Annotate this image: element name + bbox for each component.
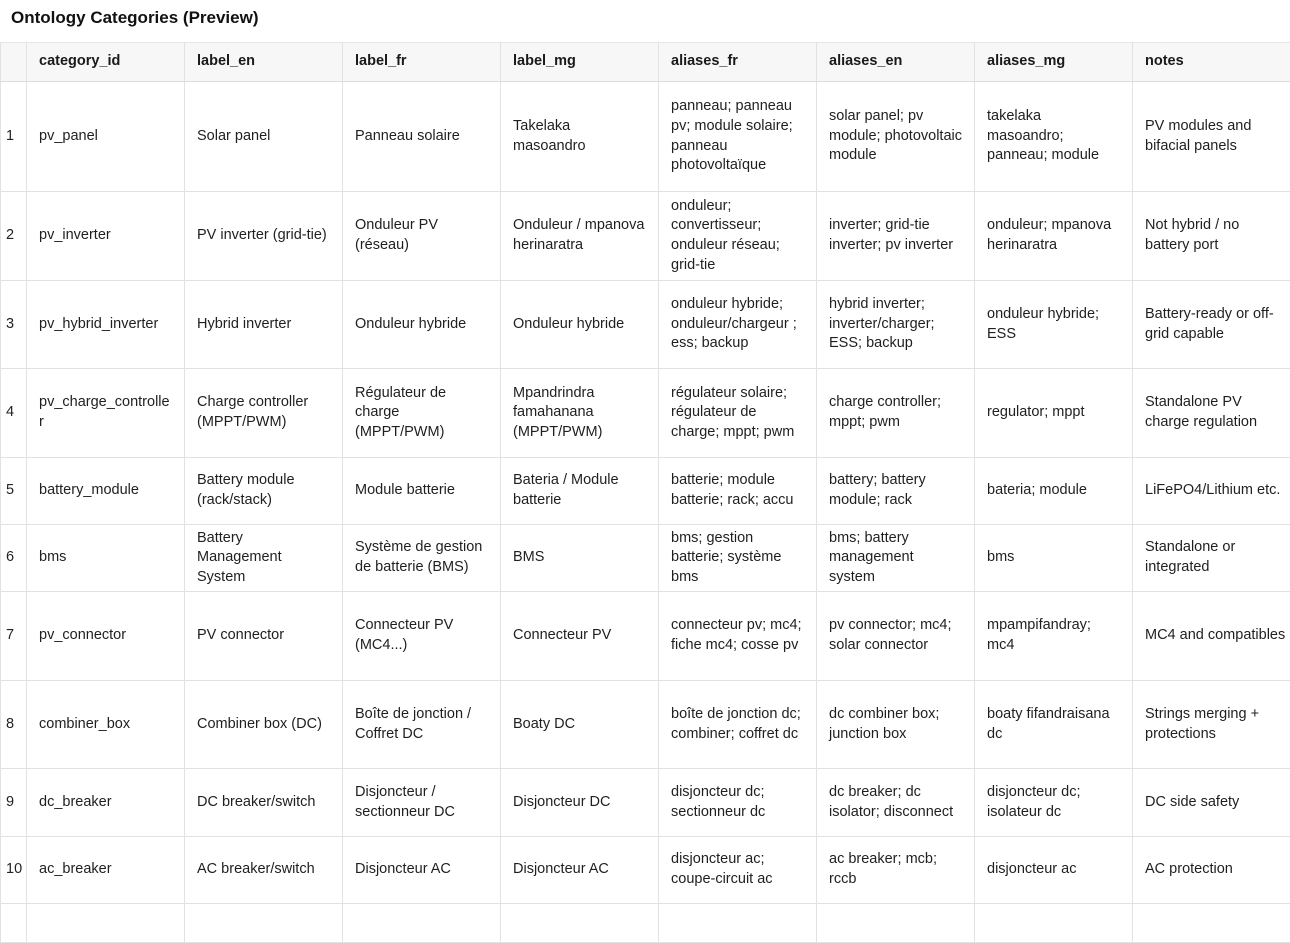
cell-aliases-en[interactable]: solar panel; pv module; photovoltaic module — [817, 82, 975, 192]
cell-category-id[interactable]: battery_module — [27, 458, 185, 525]
cell-label-fr[interactable]: Régulateur de charge (MPPT/PWM) — [343, 369, 501, 458]
cell-aliases-en[interactable]: hybrid inverter; inverter/charger; ESS; backup — [817, 281, 975, 369]
cell-aliases-mg[interactable]: bateria; module — [975, 458, 1133, 525]
cell-aliases-fr[interactable]: régulateur solaire; régulateur de charge; mppt; pwm — [659, 369, 817, 458]
empty-cell — [817, 904, 975, 943]
cell-notes[interactable]: DC side safety — [1133, 769, 1290, 837]
table-row[interactable] — [1, 525, 1290, 592]
cell-label-en[interactable]: DC breaker/switch — [185, 769, 343, 837]
cell-category-id[interactable]: bms — [27, 525, 185, 592]
table-row[interactable] — [1, 458, 1290, 525]
cell-notes[interactable]: MC4 and compatibles — [1133, 592, 1290, 681]
table-row[interactable] — [1, 592, 1290, 681]
row-index-cell: 3 — [1, 281, 27, 369]
cell-label-mg[interactable]: Connecteur PV — [501, 592, 659, 681]
cell-notes[interactable]: Battery-ready or off-grid capable — [1133, 281, 1290, 369]
cell-label-mg[interactable]: BMS — [501, 525, 659, 592]
empty-cell — [343, 904, 501, 943]
cell-label-en[interactable]: Combiner box (DC) — [185, 681, 343, 769]
row-index-cell: 7 — [1, 592, 27, 681]
row-index-cell: 4 — [1, 369, 27, 458]
table-body — [1, 82, 1290, 943]
column-header-label-fr[interactable]: label_fr — [343, 43, 501, 82]
cell-aliases-fr[interactable]: disjoncteur ac; coupe-circuit ac — [659, 837, 817, 904]
table-row[interactable] — [1, 369, 1290, 458]
cell-aliases-en[interactable]: battery; battery module; rack — [817, 458, 975, 525]
cell-category-id[interactable]: pv_inverter — [27, 192, 185, 281]
cell-category-id[interactable]: pv_connector — [27, 592, 185, 681]
cell-label-en[interactable]: Hybrid inverter — [185, 281, 343, 369]
cell-aliases-en[interactable]: bms; battery management system — [817, 525, 975, 592]
cell-aliases-mg[interactable]: regulator; mppt — [975, 369, 1133, 458]
column-header-label-mg[interactable]: label_mg — [501, 43, 659, 82]
row-index-cell: 5 — [1, 458, 27, 525]
empty-row — [1, 904, 1290, 943]
cell-aliases-mg[interactable]: disjoncteur dc; isolateur dc — [975, 769, 1133, 837]
cell-category-id[interactable]: pv_charge_controller — [27, 369, 185, 458]
cell-notes[interactable]: Standalone PV charge regulation — [1133, 369, 1290, 458]
cell-notes[interactable]: Strings merging + protections — [1133, 681, 1290, 769]
table-row[interactable] — [1, 192, 1290, 281]
cell-label-en[interactable]: Solar panel — [185, 82, 343, 192]
cell-label-fr[interactable]: Disjoncteur AC — [343, 837, 501, 904]
cell-label-fr[interactable]: Disjoncteur / sectionneur DC — [343, 769, 501, 837]
cell-label-mg[interactable]: Boaty DC — [501, 681, 659, 769]
cell-aliases-fr[interactable]: disjoncteur dc; sectionneur dc — [659, 769, 817, 837]
cell-aliases-en[interactable]: pv connector; mc4; solar connector — [817, 592, 975, 681]
cell-label-fr[interactable]: Module batterie — [343, 458, 501, 525]
row-index-cell: 1 — [1, 82, 27, 192]
column-header-aliases-fr[interactable]: aliases_fr — [659, 43, 817, 82]
cell-label-fr[interactable]: Onduleur PV (réseau) — [343, 192, 501, 281]
column-header-category-id[interactable]: category_id — [27, 43, 185, 82]
ontology-table — [0, 42, 1290, 943]
cell-aliases-fr[interactable]: bms; gestion batterie; système bms — [659, 525, 817, 592]
cell-aliases-en[interactable]: ac breaker; mcb; rccb — [817, 837, 975, 904]
column-header-notes[interactable]: notes — [1133, 43, 1290, 82]
cell-label-en[interactable]: PV connector — [185, 592, 343, 681]
cell-label-fr[interactable]: Panneau solaire — [343, 82, 501, 192]
cell-label-en[interactable]: AC breaker/switch — [185, 837, 343, 904]
empty-cell — [501, 904, 659, 943]
cell-aliases-mg[interactable]: boaty fifandraisana dc — [975, 681, 1133, 769]
cell-label-mg[interactable]: Disjoncteur AC — [501, 837, 659, 904]
cell-aliases-fr[interactable]: batterie; module batterie; rack; accu — [659, 458, 817, 525]
cell-category-id[interactable]: combiner_box — [27, 681, 185, 769]
table-row[interactable] — [1, 82, 1290, 192]
cell-aliases-en[interactable]: dc breaker; dc isolator; disconnect — [817, 769, 975, 837]
cell-label-fr[interactable]: Connecteur PV (MC4...) — [343, 592, 501, 681]
cell-label-en[interactable]: PV inverter (grid-tie) — [185, 192, 343, 281]
header-row — [1, 43, 1290, 82]
table-row[interactable] — [1, 837, 1290, 904]
cell-label-mg[interactable]: Takelaka masoandro — [501, 82, 659, 192]
cell-label-en[interactable]: Battery Management System — [185, 525, 343, 592]
cell-aliases-mg[interactable]: onduleur; mpanova herinaratra — [975, 192, 1133, 281]
cell-category-id[interactable]: pv_panel — [27, 82, 185, 192]
cell-aliases-fr[interactable]: connecteur pv; mc4; fiche mc4; cosse pv — [659, 592, 817, 681]
row-index-cell: 8 — [1, 681, 27, 769]
header-bar — [0, 0, 1290, 42]
empty-cell — [1, 904, 27, 943]
table-row[interactable] — [1, 281, 1290, 369]
row-index-cell: 2 — [1, 192, 27, 281]
cell-notes[interactable]: AC protection — [1133, 837, 1290, 904]
cell-label-mg[interactable]: Bateria / Module batterie — [501, 458, 659, 525]
empty-cell — [1133, 904, 1290, 943]
cell-notes[interactable]: LiFePO4/Lithium etc. — [1133, 458, 1290, 525]
empty-cell — [659, 904, 817, 943]
cell-category-id[interactable]: ac_breaker — [27, 837, 185, 904]
column-header-aliases-en[interactable]: aliases_en — [817, 43, 975, 82]
cell-aliases-fr[interactable]: onduleur; convertisseur; onduleur réseau; grid-tie — [659, 192, 817, 281]
cell-label-mg[interactable]: Onduleur hybride — [501, 281, 659, 369]
cell-aliases-mg[interactable]: disjoncteur ac — [975, 837, 1133, 904]
cell-label-mg[interactable]: Disjoncteur DC — [501, 769, 659, 837]
empty-cell — [27, 904, 185, 943]
column-header-index[interactable] — [1, 43, 27, 82]
column-header-aliases-mg[interactable]: aliases_mg — [975, 43, 1133, 82]
cell-label-fr[interactable]: Boîte de jonction / Coffret DC — [343, 681, 501, 769]
cell-aliases-fr[interactable]: panneau; panneau pv; module solaire; panneau photovoltaïque — [659, 82, 817, 192]
cell-notes[interactable]: Standalone or integrated — [1133, 525, 1290, 592]
cell-label-en[interactable]: Charge controller (MPPT/PWM) — [185, 369, 343, 458]
cell-label-fr[interactable]: Système de gestion de batterie (BMS) — [343, 525, 501, 592]
cell-label-mg[interactable]: Onduleur / mpanova herinaratra — [501, 192, 659, 281]
cell-aliases-en[interactable]: dc combiner box; junction box — [817, 681, 975, 769]
cell-aliases-fr[interactable]: boîte de jonction dc; combiner; coffret dc — [659, 681, 817, 769]
cell-aliases-fr[interactable]: onduleur hybride; onduleur/chargeur ; ess; backup — [659, 281, 817, 369]
table-row[interactable] — [1, 769, 1290, 837]
cell-aliases-mg[interactable]: onduleur hybride; ESS — [975, 281, 1133, 369]
row-index-cell: 9 — [1, 769, 27, 837]
cell-aliases-mg[interactable]: takelaka masoandro; panneau; module — [975, 82, 1133, 192]
row-index-cell: 10 — [1, 837, 27, 904]
empty-cell — [975, 904, 1133, 943]
cell-notes[interactable]: PV modules and bifacial panels — [1133, 82, 1290, 192]
cell-aliases-mg[interactable]: mpampifandray; mc4 — [975, 592, 1133, 681]
cell-aliases-en[interactable]: inverter; grid-tie inverter; pv inverter — [817, 192, 975, 281]
cell-category-id[interactable]: pv_hybrid_inverter — [27, 281, 185, 369]
row-index-cell: 6 — [1, 525, 27, 592]
cell-label-mg[interactable]: Mpandrindra famahanana (MPPT/PWM) — [501, 369, 659, 458]
cell-category-id[interactable]: dc_breaker — [27, 769, 185, 837]
cell-label-en[interactable]: Battery module (rack/stack) — [185, 458, 343, 525]
cell-label-fr[interactable]: Onduleur hybride — [343, 281, 501, 369]
cell-aliases-en[interactable]: charge controller; mppt; pwm — [817, 369, 975, 458]
cell-aliases-mg[interactable]: bms — [975, 525, 1133, 592]
column-header-label-en[interactable]: label_en — [185, 43, 343, 82]
page-title: Ontology Categories (Preview) — [11, 8, 259, 28]
table-row[interactable] — [1, 681, 1290, 769]
empty-cell — [185, 904, 343, 943]
cell-notes[interactable]: Not hybrid / no battery port — [1133, 192, 1290, 281]
